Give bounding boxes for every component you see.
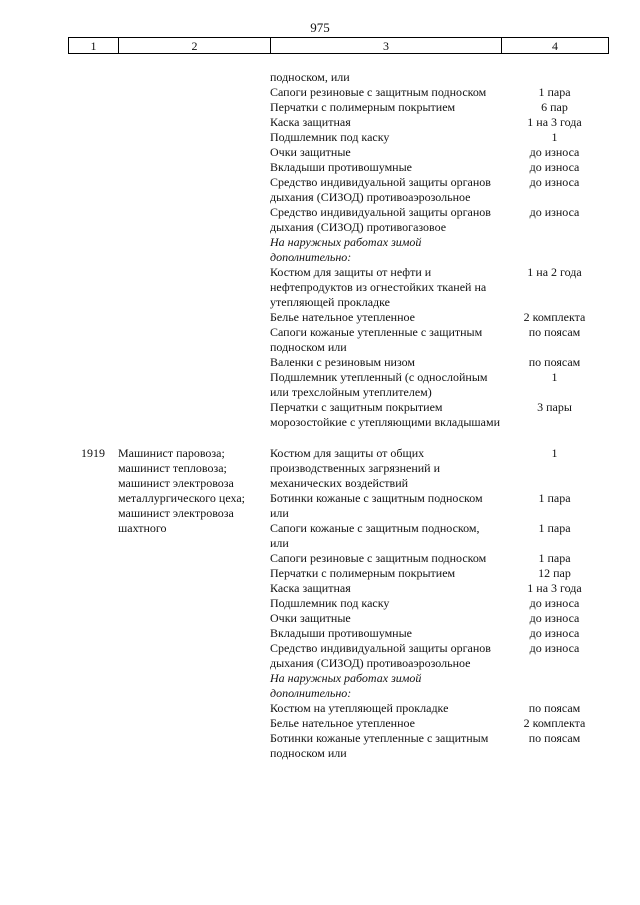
item-quantity: до износа bbox=[529, 626, 580, 640]
list-item bbox=[270, 626, 608, 641]
item-name: Белье нательное утепленное bbox=[270, 716, 415, 730]
item-quantity: до износа bbox=[529, 160, 580, 174]
item-quantity: 1 пара bbox=[538, 491, 571, 505]
column-header-table bbox=[68, 37, 609, 54]
list-item bbox=[270, 596, 608, 611]
item-name: Подшлемник под каску bbox=[270, 596, 390, 610]
list-item bbox=[68, 100, 608, 115]
item-name: Подшлемник утепленный (с однослойным или трехслойным утеплителем) bbox=[270, 370, 488, 399]
item-number: 1919 bbox=[81, 446, 105, 460]
item-quantity: по поясам bbox=[528, 731, 581, 745]
list-item bbox=[270, 491, 608, 521]
item-quantity: 1 на 2 года bbox=[527, 265, 582, 279]
item-name: Перчатки с защитным покрытием морозостойкие с утепляющими вкладышами bbox=[270, 400, 501, 429]
item-name: Ботинки кожаные с защитным подноском или bbox=[270, 491, 483, 520]
item-quantity: по поясам bbox=[528, 355, 581, 369]
item-name: Сапоги кожаные утепленные с защитным подноском или bbox=[270, 325, 483, 354]
column-header-3: 3 bbox=[271, 38, 502, 54]
item-name: Сапоги резиновые с защитным подноском bbox=[270, 85, 487, 99]
item-name: Средство индивидуальной защиты органов дыхания (СИЗОД) противоаэрозольное bbox=[270, 175, 491, 204]
item-quantity: 1 bbox=[551, 130, 558, 144]
item-quantity: 1 bbox=[551, 446, 558, 460]
item-quantity: по поясам bbox=[528, 701, 581, 715]
list-item bbox=[68, 130, 608, 145]
column-header-1: 1 bbox=[69, 38, 119, 54]
list-item bbox=[68, 400, 608, 430]
item-name: Белье нательное утепленное bbox=[270, 310, 415, 324]
list-item bbox=[270, 446, 608, 491]
item-quantity: 1 на 3 года bbox=[527, 115, 582, 129]
item-quantity: 1 пара bbox=[538, 551, 571, 565]
section-1919-items bbox=[270, 446, 608, 761]
item-quantity: до износа bbox=[529, 205, 580, 219]
list-item bbox=[68, 85, 608, 100]
item-name: Сапоги резиновые с защитным подноском bbox=[270, 551, 487, 565]
item-name: Вкладыши противошумные bbox=[270, 626, 412, 640]
list-item bbox=[68, 325, 608, 355]
list-item bbox=[270, 716, 608, 731]
item-quantity: до износа bbox=[529, 611, 580, 625]
item-quantity: 6 пар bbox=[541, 100, 568, 114]
list-item bbox=[68, 115, 608, 130]
list-item bbox=[68, 235, 608, 265]
item-name: Каска защитная bbox=[270, 115, 351, 129]
list-item bbox=[270, 641, 608, 671]
list-item bbox=[270, 551, 608, 566]
list-item bbox=[270, 701, 608, 716]
item-name: Костюм на утепляющей прокладке bbox=[270, 701, 449, 715]
item-name: подноском, или bbox=[270, 70, 350, 84]
item-name: Очки защитные bbox=[270, 145, 351, 159]
list-item bbox=[68, 310, 608, 325]
item-quantity bbox=[501, 70, 608, 85]
item-quantity: 1 на 3 года bbox=[527, 581, 582, 595]
item-quantity bbox=[501, 235, 608, 265]
item-name: Костюм для защиты от общих производственных загрязнений и механических воздействий bbox=[270, 446, 441, 490]
item-quantity: 3 пары bbox=[537, 400, 572, 414]
list-item bbox=[270, 671, 608, 701]
list-item bbox=[270, 521, 608, 551]
item-name: Очки защитные bbox=[270, 611, 351, 625]
item-quantity: по поясам bbox=[528, 325, 581, 339]
item-quantity bbox=[501, 671, 608, 701]
section-1919 bbox=[68, 446, 608, 761]
list-item bbox=[68, 175, 608, 205]
item-name: Перчатки с полимерным покрытием bbox=[270, 100, 456, 114]
item-quantity: 1 bbox=[551, 370, 558, 384]
table-body bbox=[68, 70, 608, 761]
list-item bbox=[270, 566, 608, 581]
list-item bbox=[68, 160, 608, 175]
item-quantity: до износа bbox=[529, 145, 580, 159]
profession-name: Машинист паровоза; машинист тепловоза; машинист электровоза металлургического цеха; машинист электровоза шахтного bbox=[118, 446, 245, 535]
column-header-2: 2 bbox=[119, 38, 271, 54]
item-quantity: 1 пара bbox=[538, 85, 571, 99]
item-name: Каска защитная bbox=[270, 581, 351, 595]
list-item bbox=[68, 205, 608, 235]
item-name: Средство индивидуальной защиты органов дыхания (СИЗОД) противогазовое bbox=[270, 205, 491, 234]
item-quantity: до износа bbox=[529, 175, 580, 189]
item-name: На наружных работах зимой дополнительно: bbox=[270, 671, 422, 700]
column-header-4: 4 bbox=[502, 38, 609, 54]
list-item bbox=[270, 581, 608, 596]
item-name: Подшлемник под каску bbox=[270, 130, 390, 144]
item-name: Ботинки кожаные утепленные с защитным подноском или bbox=[270, 731, 489, 760]
item-name: Костюм для защиты от нефти и нефтепродуктов из огнестойких тканей на утепляющей прокладке bbox=[270, 265, 487, 309]
item-name: Перчатки с полимерным покрытием bbox=[270, 566, 456, 580]
item-name: Валенки с резиновым низом bbox=[270, 355, 416, 369]
section-continued bbox=[68, 70, 608, 430]
item-quantity: 12 пар bbox=[538, 566, 571, 580]
item-name: Вкладыши противошумные bbox=[270, 160, 412, 174]
list-item bbox=[270, 731, 608, 761]
page-number: 975 bbox=[310, 20, 330, 35]
list-item bbox=[68, 370, 608, 400]
list-item bbox=[68, 70, 608, 85]
list-item bbox=[270, 611, 608, 626]
list-item bbox=[68, 265, 608, 310]
item-quantity: 1 пара bbox=[538, 521, 571, 535]
list-item bbox=[68, 355, 608, 370]
item-quantity: до износа bbox=[529, 596, 580, 610]
item-name: Сапоги кожаные с защитным подноском, или bbox=[270, 521, 480, 550]
item-quantity: 2 комплекта bbox=[523, 716, 586, 730]
list-item bbox=[68, 145, 608, 160]
item-quantity: до износа bbox=[529, 641, 580, 655]
item-quantity: 2 комплекта bbox=[523, 310, 586, 324]
item-name: Средство индивидуальной защиты органов дыхания (СИЗОД) противоаэрозольное bbox=[270, 641, 491, 670]
item-name: На наружных работах зимой дополнительно: bbox=[270, 235, 422, 264]
